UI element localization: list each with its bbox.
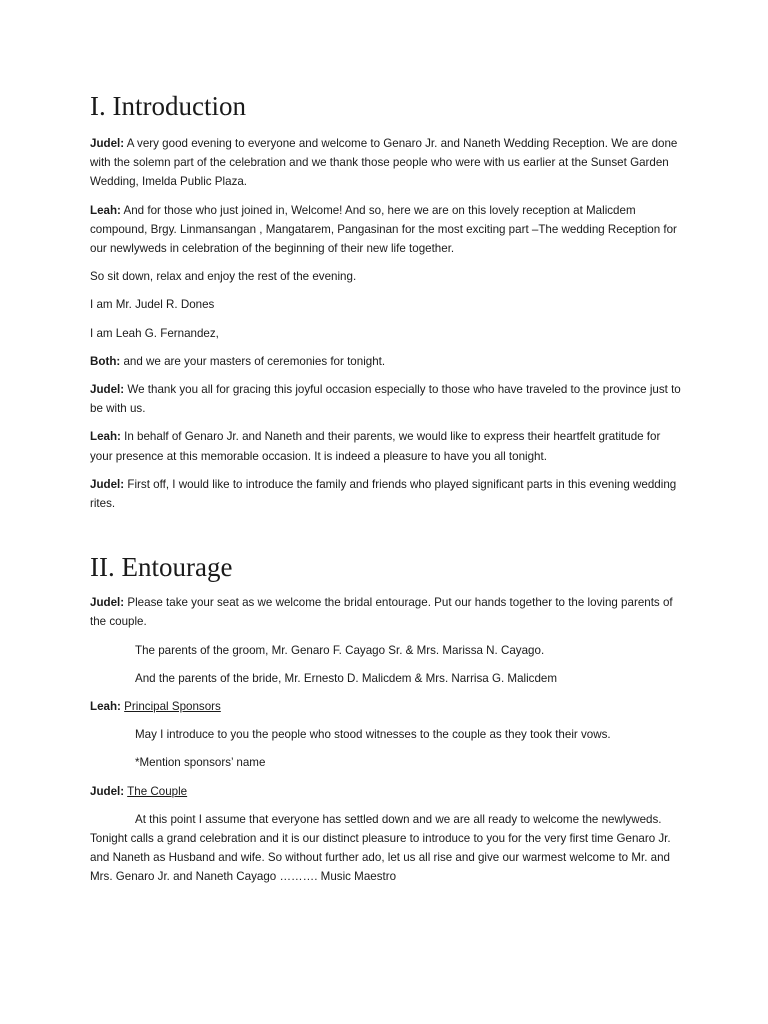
sponsors-note-line: *Mention sponsors’ name	[135, 756, 266, 770]
paragraph-text: We thank you all for gracing this joyful occasion especially to those who have traveled to the province just to be with us.	[90, 383, 681, 416]
paragraph-text: and we are your masters of ceremonies for tonight.	[120, 354, 386, 368]
paragraph	[90, 380, 682, 418]
paragraph	[90, 324, 682, 343]
speaker-label: Leah:	[90, 203, 121, 217]
bride-parents-line: And the parents of the bride, Mr. Ernesto D. Malicdem & Mrs. Narrisa G. Malicdem	[135, 671, 558, 685]
paragraph	[90, 134, 682, 192]
paragraph-text: I am Mr. Judel R. Dones	[90, 298, 215, 312]
paragraph-text: First off, I would like to introduce the family and friends who played significant parts in this evening wedding rites.	[90, 477, 677, 511]
the-couple-label: The Couple	[127, 784, 188, 798]
paragraph-text: I am Leah G. Fernandez,	[90, 326, 219, 340]
paragraph	[90, 593, 682, 631]
heading-entourage: II. Entourage	[90, 552, 233, 583]
paragraph	[90, 697, 682, 716]
paragraph	[90, 267, 682, 286]
speaker-label: Judel:	[90, 137, 125, 150]
principal-sponsors-label: Principal Sponsors	[124, 700, 221, 714]
groom-parents-line: The parents of the groom, Mr. Genaro F. Cayago Sr. & Mrs. Marissa N. Cayago.	[135, 643, 545, 657]
paragraph-text: Please take your seat as we welcome the bridal entourage. Put our hands together to the loving parents of the couple.	[90, 596, 673, 629]
paragraph-text: A very good evening to everyone and welcome to Genaro Jr. and Naneth Wedding Reception. We are done with the solemn part of the celebration and we thank those people who were with us earlier at the Sunset Garden Wedding, Imelda Public Plaza.	[90, 137, 678, 189]
heading-introduction: I. Introduction	[90, 91, 246, 121]
speaker-label: Leah:	[90, 430, 121, 444]
paragraph-text: So sit down, relax and enjoy the rest of the evening.	[90, 270, 357, 284]
paragraph	[90, 352, 682, 371]
speaker-label: Judel:	[90, 596, 125, 610]
sponsors-intro-line: May I introduce to you the people who stood witnesses to the couple as they took their vows.	[135, 728, 611, 742]
paragraph	[90, 295, 682, 314]
paragraph	[90, 201, 682, 259]
paragraph	[90, 427, 682, 465]
document-content	[90, 88, 682, 896]
paragraph-text: In behalf of Genaro Jr. and Naneth and their parents, we would like to express their heartfelt gratitude for your presence at this memorable occasion. It is indeed a pleasure to have you all tonight.	[90, 430, 661, 463]
couple-intro-paragraph: At this point I assume that everyone has settled down and we are all ready to welcome the newlyweds. Tonight calls a grand celebration and it is our distinct pleasure to introduce to you for the very first time Genaro Jr. and Naneth as Husband and wife. So without further ado, let us all rise and give our warmest welcome to Mr. and Mrs. Genaro Jr. and Naneth Cayago ………. Music Maestro	[90, 812, 671, 884]
paragraph	[90, 475, 682, 513]
paragraph-text: And for those who just joined in, Welcome! And so, here we are on this lovely reception at Malicdem compound, Brgy. Linmansangan , Mangatarem, Pangasinan for the most exciting part –The wedding Reception for our newlyweds in celebration of the beginning of their new life together.	[90, 203, 677, 256]
speaker-label: Leah:	[90, 700, 121, 714]
speaker-label: Judel:	[90, 784, 125, 798]
paragraph	[90, 782, 682, 801]
speaker-label: Judel:	[90, 477, 125, 491]
speaker-label: Judel:	[90, 383, 125, 397]
speaker-label: Both:	[90, 354, 121, 368]
